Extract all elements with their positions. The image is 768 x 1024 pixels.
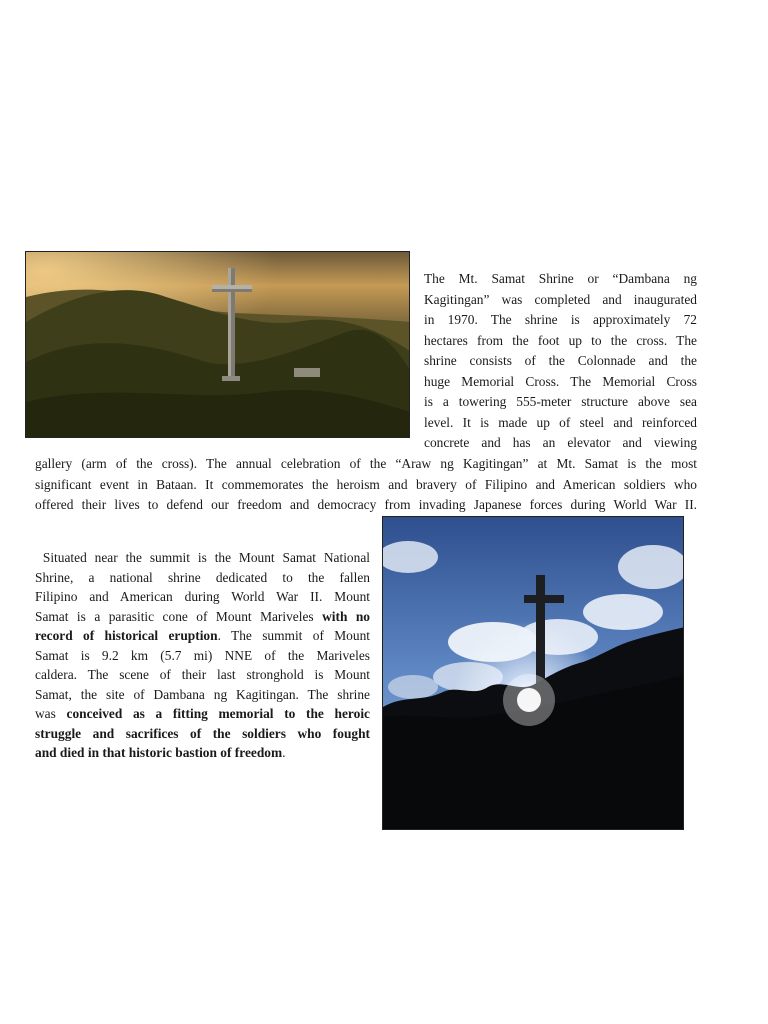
- text-span: .: [282, 745, 286, 760]
- text-line: Filipino and American during World War II. Mount: [35, 589, 370, 604]
- text-line: concrete and has an elevator and viewing: [424, 435, 697, 450]
- text-line: in 1970. The shrine is approximately 72: [424, 312, 697, 327]
- text-line: gallery (arm of the cross). The annual celebration of the “Araw ng Kagitingan” at Mt. Samat is the most: [35, 456, 697, 471]
- text-span: was: [35, 706, 67, 721]
- text-line: hectares from the foot up to the cross. The: [424, 332, 697, 348]
- text-line: Kagitingan” was completed and inaugurated: [424, 291, 697, 307]
- text-line: huge Memorial Cross. The Memorial Cross: [424, 373, 697, 389]
- paragraph-1-side: [424, 269, 697, 454]
- text-line: Situated near the summit is the Mount Samat National: [35, 550, 370, 565]
- text-line: level. It is made up of steel and reinforced: [424, 414, 697, 430]
- text-line: Samat is 9.2 km (5.7 mi) NNE of the Mariveles: [35, 647, 370, 663]
- photo-cross-aerial: [25, 251, 410, 438]
- paragraph-2: [35, 548, 370, 763]
- text-line: caldera. The scene of their last stronghold is Mount: [35, 667, 370, 682]
- paragraph-1-full: [35, 454, 697, 516]
- bold-text: record of historical eruption: [35, 628, 218, 643]
- bold-text: conceived as a fitting memorial to the heroic: [66, 706, 370, 721]
- text-span: . The summit of Mount: [217, 628, 370, 643]
- text-line: [35, 743, 370, 763]
- text-span: Samat is a parasitic cone of Mount Mariveles: [35, 608, 323, 624]
- text-line: is a towering 555-meter structure above sea: [424, 394, 697, 409]
- bold-text: struggle and sacrifices of the soldiers who fought: [35, 725, 370, 741]
- text-line: Samat, the site of Dambana ng Kagitingan. The shrine: [35, 686, 370, 702]
- text-line: offered their lives to defend our freedom and democracy from invading Japanese forces during World War II.: [35, 497, 697, 512]
- bold-text: with no: [322, 608, 370, 624]
- text-line: shrine consists of the Colonnade and the: [424, 353, 697, 368]
- text-line: [35, 704, 370, 724]
- text-line: The Mt. Samat Shrine or “Dambana ng: [424, 271, 697, 286]
- bold-text: and died in that historic bastion of freedom: [35, 745, 283, 760]
- photo-cross-silhouette: [382, 516, 684, 830]
- text-line: [35, 626, 370, 646]
- text-line: Shrine, a national shrine dedicated to the fallen: [35, 569, 370, 585]
- text-line: [35, 607, 370, 627]
- text-line: significant event in Bataan. It commemorates the heroism and bravery of Filipino and American soldiers who: [35, 476, 697, 492]
